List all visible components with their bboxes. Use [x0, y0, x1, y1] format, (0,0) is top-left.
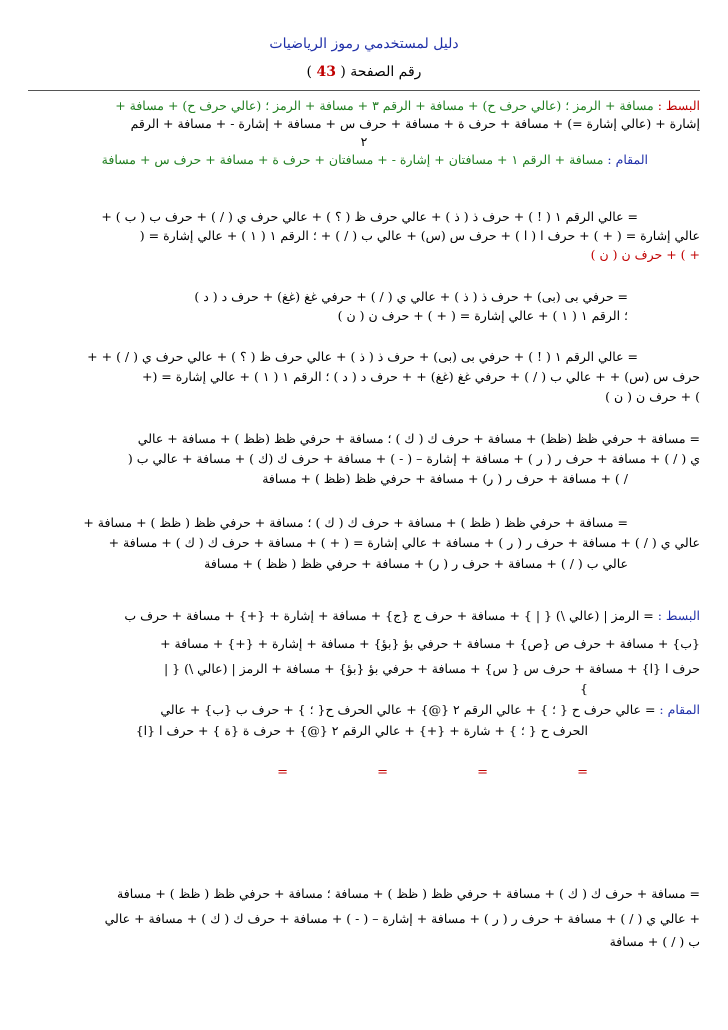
text-line: {ب} + مسافة + حرف ص {ص} + مسافة + حرفي بؤ {بؤ} + مسافة + إشارة + {+} + مسافة + — [160, 636, 700, 651]
text-line: الحرف ح { ؛ } + شارة + {+} + عالي الرقم ٢ {@} + حرف ة {ة } + حرف ا {ا} — [135, 723, 588, 738]
header-divider — [28, 90, 700, 91]
text-line: + عالي ي ( / ) + مسافة + حرف ر ( ر ) + مسافة + إشارة – ( - ) + مسافة + حرف ك ( ك ) + مسافة + عالي — [104, 911, 700, 926]
text-line: = مسافة + حرف ك ( ك ) + مسافة + حرفي ظظ ( ظظ ) + مسافة ؛ مسافة + حرفي ظظ ( ظظ ) + مسافة — [117, 886, 700, 901]
text-line: = عالي الرقم ١ ( ! ) + حرف ذ ( ذ ) + عالي حرف ظ ( ؟ ) + عالي حرف ي ( / ) + حرف ب ( ب ) + — [101, 209, 638, 224]
denominator-line — [28, 151, 648, 168]
page-number-label: رقم الصفحة ( — [340, 64, 422, 80]
numerator-label: البسط : — [657, 98, 700, 113]
text-line: = مسافة + حرفي ظظ (ظظ) + مسافة + حرف ك ( ك ) ؛ مسافة + حرفي ظظ (ظظ ) + مسافة + عالي — [137, 431, 700, 446]
text-line: = مسافة + حرفي ظظ ( ظظ ) + مسافة + حرف ك ( ك ) ؛ مسافة + حرفي ظظ ( ظظ ) + مسافة + — [83, 515, 628, 530]
text-line: = حرفي بى (بى) + حرف ذ ( ذ ) + عالي ي ( / ) + حرفي غغ (غغ) + حرف د ( د ) — [194, 289, 628, 304]
text-line: عالي إشارة = ( + ) + حرف ا ( ا ) + حرف س (س) + عالي ب ( / ) + ؛ الرقم ١ ( ١ ) + عالي إشارة = ( — [139, 228, 700, 243]
equals-sign: = — [377, 765, 388, 780]
text-line: ) + حرف ن ( ن ) — [605, 389, 700, 404]
numerator-line-2 — [28, 607, 700, 624]
numerator-label: البسط : — [657, 608, 700, 623]
denominator-label: المقام : — [659, 702, 700, 717]
text-line: حرف ا {ا} + مسافة + حرف س { س} + مسافة + حرفي بؤ {بؤ} + مسافة + الرمز | (عالي \) { | — [163, 661, 700, 676]
text-line: ب ( / ) + مسافة — [609, 934, 700, 949]
text-line: ؛ الرقم ١ ( ١ ) + عالي إشارة = ( + ) + حرف ن ( ن ) — [337, 308, 628, 323]
text-line: عالي ب ( / ) + مسافة + حرف ر ( ر) + مسافة + حرفي ظظ ( ظظ ) + مسافة — [204, 556, 628, 571]
text-line: ٢ — [360, 134, 368, 149]
text-line: مسافة + الرمز ؛ (عالي حرف ح) + مسافة + الرقم ٣ + مسافة + الرمز ؛ (عالي حرف ح) + مسافة + — [115, 98, 654, 113]
denominator-label: المقام : — [607, 152, 648, 167]
text-line: + ) + حرف ن ( ن ) — [590, 247, 700, 262]
text-line: / ) + مسافة + حرف ر ( ر) + مسافة + حرفي ظظ (ظظ ) + مسافة — [262, 471, 628, 486]
text-line: = عالي حرف ح { ؛ } + عالي الرقم ٢ {@} + عالي الحرف ح{ ؛ } + حرف ب {ب} + عالي — [160, 702, 656, 717]
text-line: = عالي الرقم ١ ( ! ) + حرفي بى (بى) + حرف ذ ( ذ ) + عالي حرف ظ ( ؟ ) + عالي حرف ي ( / ) + + — [87, 349, 638, 364]
equals-sign: = — [477, 765, 488, 780]
page-number: 43 — [316, 64, 336, 80]
equals-sign: = — [277, 765, 288, 780]
page-number-close: ) — [306, 64, 312, 80]
equals-sign: = — [577, 765, 588, 780]
document-title: دليل لمستخدمي رموز الرياضيات — [269, 36, 459, 52]
numerator-line-1 — [28, 97, 700, 114]
text-line: عالي ي ( / ) + مسافة + حرف ر ( ر ) + مسافة + عالي إشارة = ( + ) + مسافة + حرف ك ( ك ) + مسافة + — [108, 535, 700, 550]
text-line: = الرمز | (عالي \) { | } + مسافة + حرف ج {ج} + مسافة + إشارة + {+} + مسافة + حرف ب — [124, 608, 654, 623]
text-line: حرف س (س) + + عالي ب ( / ) + حرفي غغ (غغ) + + حرف د ( د ) ؛ الرقم ١ ( ١ ) + عالي إشارة = (+ — [141, 369, 700, 384]
text-line: مسافة + الرقم ١ + مسافتان + إشارة - + مسافتان + حرف ة + مسافة + حرف س + مسافة — [101, 152, 604, 167]
denominator-line-2 — [28, 701, 700, 718]
text-line: ي ( / ) + مسافة + حرف ر ( ر ) + مسافة + إشارة – ( - ) + مسافة + حرف ك (ك ) + مسافة + عالي ب ( — [127, 451, 700, 466]
text-line: } — [580, 681, 588, 696]
page-number-line — [0, 64, 728, 80]
text-line: إشارة + (عالي إشارة =) + مسافة + حرف ة + مسافة + حرف س + مسافة + إشارة - + مسافة + الرقم — [130, 116, 700, 131]
